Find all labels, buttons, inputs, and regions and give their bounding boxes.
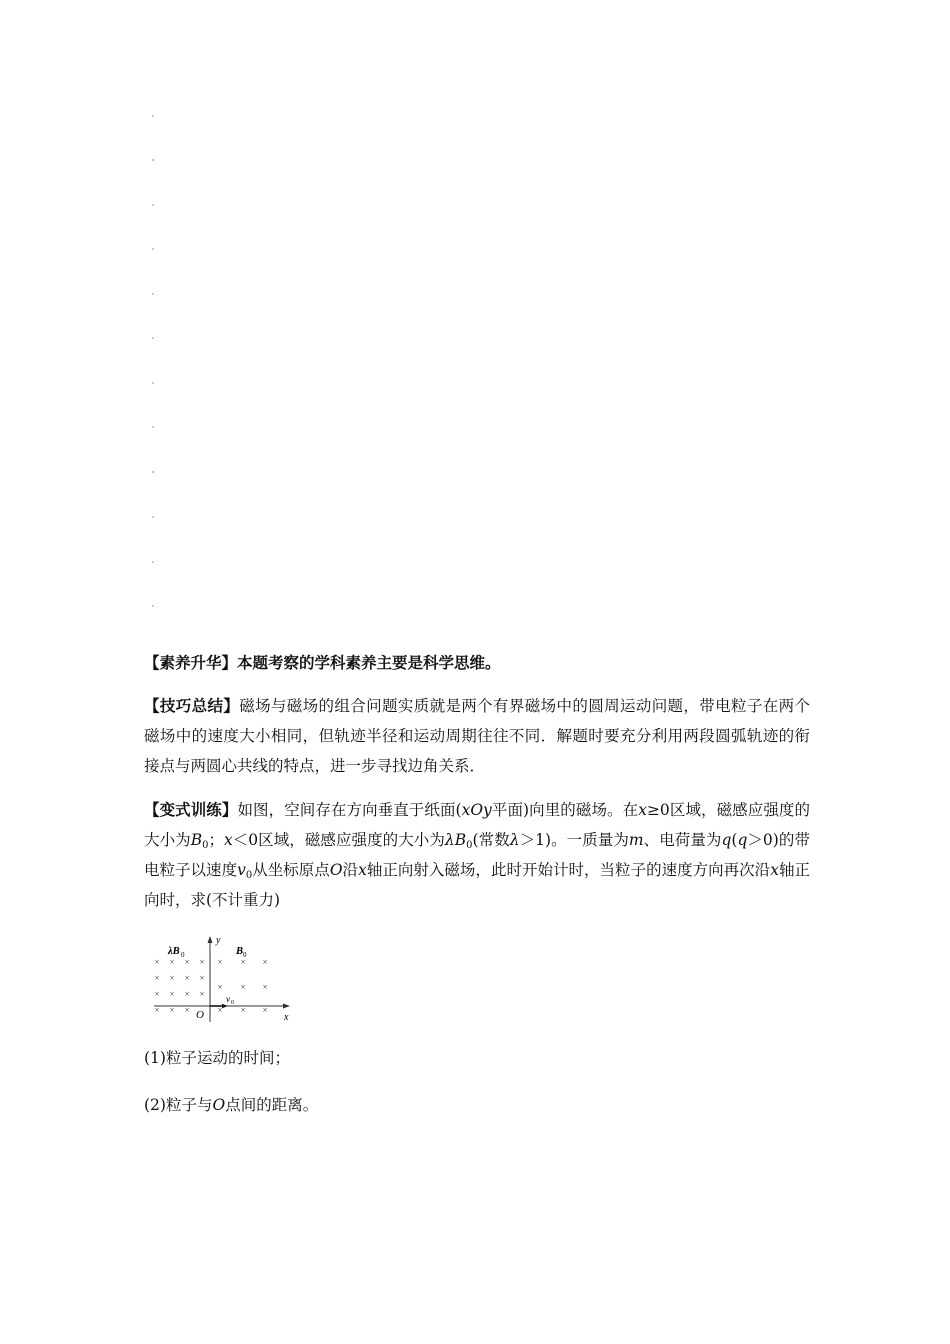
math-x: x — [638, 801, 647, 819]
empty-line-mark — [152, 115, 154, 117]
cross-mark: × — [169, 989, 175, 999]
math-o: O — [212, 1096, 226, 1114]
bianshi-text: ＜0区域，磁感应强度的大小为 — [232, 831, 445, 849]
jiqiao-title: 【技巧总结】 — [144, 697, 240, 715]
cross-mark: × — [217, 957, 223, 967]
math-lambda-b: λB — [444, 831, 467, 849]
cross-mark: × — [169, 1005, 175, 1015]
cross-mark: × — [262, 957, 268, 967]
cross-mark: × — [199, 957, 205, 967]
suyang-title: 【素养升华】 — [144, 654, 238, 672]
cross-mark: × — [154, 989, 160, 999]
bianshi-text: ； — [208, 831, 224, 849]
cross-mark: × — [154, 973, 160, 983]
math-o: O — [329, 861, 343, 879]
question-2-text: (2)粒子与 — [144, 1096, 213, 1114]
cross-mark: × — [154, 1005, 160, 1015]
magnetic-field-diagram — [144, 930, 304, 1022]
cross-mark: × — [154, 957, 160, 967]
velocity-label: v — [226, 994, 230, 1004]
question-2-text: 点间的距离。 — [225, 1096, 319, 1114]
cross-mark: × — [262, 982, 268, 992]
empty-line-mark — [152, 471, 154, 473]
bianshi-text: 、电荷量为 — [643, 831, 722, 849]
right-field-label-sub: 0 — [243, 951, 247, 959]
suyang-paragraph — [144, 648, 810, 678]
cross-mark: × — [240, 1005, 246, 1015]
bianshi-text: ＞0)的带电粒子以速度 — [144, 831, 810, 879]
question-1 — [144, 1043, 810, 1073]
bianshi-text: ＞1)。一质量为 — [519, 831, 629, 849]
cross-mark: × — [184, 989, 190, 999]
x-axis-label: x — [284, 1012, 289, 1022]
math-m: m — [628, 831, 644, 849]
y-axis-label: y — [216, 935, 221, 946]
empty-line-mark — [152, 248, 154, 250]
suyang-text: 本题考察的学科素养主要是科学思维。 — [237, 654, 501, 672]
bianshi-text: 从坐标原点 — [252, 861, 330, 879]
math-x: x — [358, 861, 367, 879]
cross-mark: × — [240, 957, 246, 967]
left-field-label: λB — [168, 946, 180, 957]
velocity-label-sub: 0 — [231, 1000, 234, 1006]
math-b: B — [190, 831, 203, 849]
cross-mark: × — [262, 1005, 268, 1015]
empty-line-mark — [152, 605, 154, 607]
left-field-label-sub: 0 — [181, 951, 185, 959]
bianshi-text: 平面)向里的磁场。在 — [491, 801, 639, 819]
bianshi-text: ( — [731, 831, 738, 849]
cross-mark: × — [169, 957, 175, 967]
math-xoy: xOy — [461, 801, 492, 819]
math-sub: 0 — [245, 870, 253, 881]
y-axis-arrow — [208, 936, 213, 943]
empty-line-mark — [152, 293, 154, 295]
cross-mark: × — [217, 982, 223, 992]
math-q: q — [737, 831, 748, 849]
bianshi-text: (常数 — [472, 831, 510, 849]
right-field-label: B — [236, 946, 244, 957]
empty-line-mark — [152, 382, 154, 384]
empty-line-mark — [152, 204, 154, 206]
cross-mark: × — [184, 957, 190, 967]
cross-mark: × — [169, 973, 175, 983]
bianshi-paragraph — [144, 795, 810, 915]
math-x: x — [770, 861, 779, 879]
bianshi-text: 轴正向射入磁场，此时开始计时，当粒子的速度方向再次沿 — [366, 861, 771, 879]
jiqiao-paragraph — [144, 691, 810, 781]
math-q: q — [721, 831, 732, 849]
cross-mark: × — [184, 1005, 190, 1015]
cross-mark: × — [184, 973, 190, 983]
jiqiao-text: 磁场与磁场的组合问题实质就是两个有界磁场中的圆周运动问题，带电粒子在两个磁场中的速度大小相同，但轨迹半径和运动周期往往不同．解题时要充分利用两段圆弧轨迹的衔接点与两圆心共线的特点，进一步寻找边角关系． — [144, 697, 810, 775]
bianshi-text: 沿 — [342, 861, 359, 879]
bianshi-title: 【变式训练】 — [144, 801, 238, 819]
velocity-arrowhead — [222, 1004, 228, 1008]
cross-mark: × — [240, 982, 246, 992]
cross-mark: × — [199, 973, 205, 983]
empty-line-mark — [152, 426, 154, 428]
cross-mark: × — [217, 1005, 223, 1015]
bianshi-text: 如图，空间存在方向垂直于纸面( — [237, 801, 462, 819]
math-sub: 0 — [202, 840, 209, 851]
origin-label: O — [196, 1009, 204, 1021]
bianshi-text: 轴正向时，求(不计重力) — [144, 861, 810, 909]
x-axis-arrow — [283, 1004, 290, 1009]
question-1-text: (1)粒子运动的时间； — [144, 1049, 290, 1067]
empty-line-mark — [152, 561, 154, 563]
math-lambda: λ — [509, 831, 520, 849]
math-x: x — [223, 831, 233, 849]
math-sub: 0 — [466, 840, 473, 851]
question-2 — [144, 1090, 810, 1120]
math-v: v — [237, 861, 246, 879]
cross-mark: × — [199, 989, 205, 999]
empty-line-mark — [152, 159, 154, 161]
empty-line-mark — [152, 516, 154, 518]
empty-line-mark — [152, 337, 154, 339]
bianshi-text: ≥0区域，磁感应强度的大小为 — [144, 801, 810, 849]
